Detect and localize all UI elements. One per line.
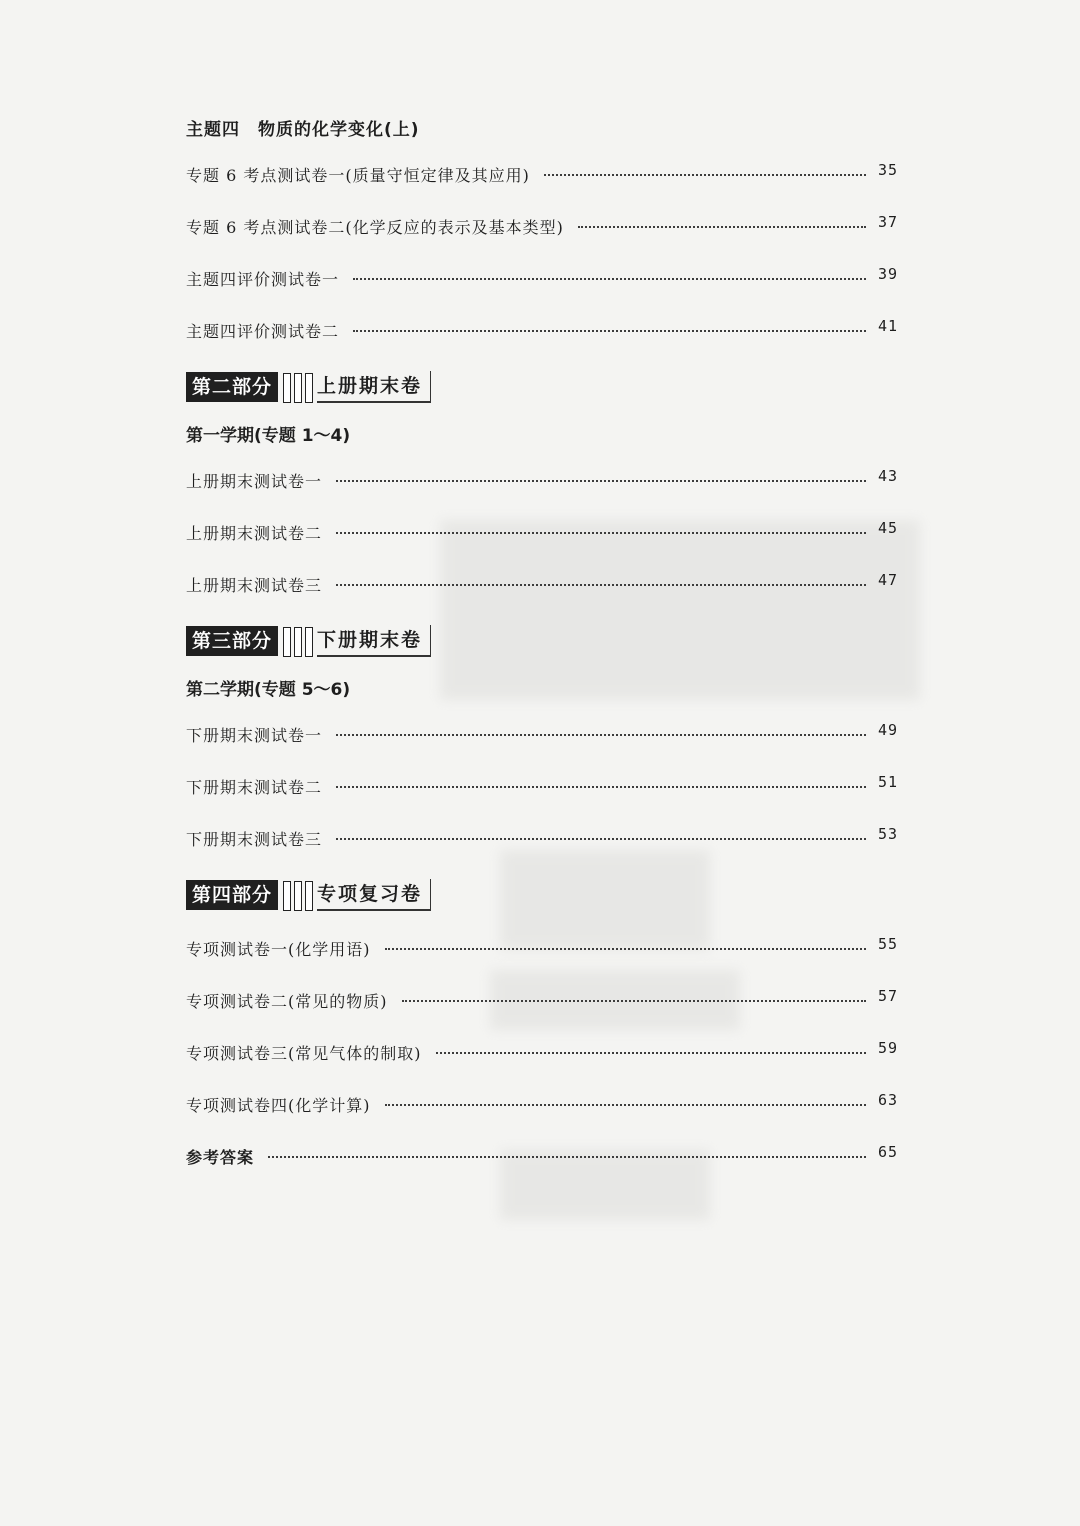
dot-leader — [436, 1052, 867, 1054]
dot-leader — [385, 1104, 867, 1106]
toc-entry[interactable] — [186, 814, 898, 866]
dot-leader — [544, 174, 866, 176]
dot-leader — [578, 226, 866, 228]
toc-entry[interactable] — [186, 924, 898, 976]
toc-entry-page: 47 — [877, 571, 898, 589]
toc-entry-page: 53 — [877, 825, 898, 843]
dot-leader — [336, 480, 866, 482]
toc-entry[interactable] — [186, 202, 898, 254]
part-banner — [186, 878, 898, 912]
dot-leader — [336, 786, 866, 788]
toc-entry[interactable] — [186, 710, 898, 762]
dot-leader — [336, 734, 866, 736]
toc-entry-title: 专题 6 考点测试卷一(质量守恒定律及其应用) — [186, 166, 530, 185]
toc-entry-page: 49 — [877, 721, 898, 739]
toc-entry[interactable] — [186, 508, 898, 560]
toc-entry[interactable] — [186, 560, 898, 612]
toc-entry-title: 参考答案 — [186, 1148, 255, 1167]
toc-entry-title: 下册期末测试卷二 — [186, 778, 323, 797]
term-heading: 第二学期(专题 5～6) — [186, 680, 351, 700]
banner-bars-decoration — [283, 881, 313, 909]
dot-leader — [336, 532, 866, 534]
part-label: 第三部分 — [186, 626, 278, 656]
banner-bars-decoration — [283, 627, 313, 655]
toc-entry-title: 专项测试卷三(常见气体的制取) — [186, 1044, 422, 1063]
toc-entry[interactable] — [186, 1080, 898, 1132]
toc-entry-page: 45 — [877, 519, 898, 537]
dot-leader — [385, 948, 867, 950]
toc-entry-page: 65 — [877, 1143, 898, 1161]
dot-leader — [353, 330, 866, 332]
toc-entry-answers[interactable] — [186, 1132, 898, 1184]
toc-entry-title: 上册期末测试卷三 — [186, 576, 323, 595]
toc-entry[interactable] — [186, 456, 898, 508]
toc-entry[interactable] — [186, 306, 898, 358]
toc-entry-title: 主题四评价测试卷二 — [186, 322, 340, 341]
toc-entry-page: 37 — [877, 213, 898, 231]
part-subtitle: 专项复习卷 — [317, 879, 431, 911]
banner-bars-decoration — [283, 373, 313, 401]
part-subtitle: 上册期末卷 — [317, 371, 431, 403]
toc-entry-page: 55 — [877, 935, 898, 953]
toc-entry-title: 专题 6 考点测试卷二(化学反应的表示及基本类型) — [186, 218, 564, 237]
part-banner — [186, 370, 898, 404]
toc-entry-title: 专项测试卷四(化学计算) — [186, 1096, 371, 1115]
toc-entry-title: 下册期末测试卷三 — [186, 830, 323, 849]
toc-entry-title: 下册期末测试卷一 — [186, 726, 323, 745]
part-label: 第四部分 — [186, 880, 278, 910]
toc-entry-page: 41 — [877, 317, 898, 335]
part-banner — [186, 624, 898, 658]
toc-entry[interactable] — [186, 150, 898, 202]
part-subtitle: 下册期末卷 — [317, 625, 431, 657]
toc-entry-page: 57 — [877, 987, 898, 1005]
toc-entry[interactable] — [186, 762, 898, 814]
dot-leader — [268, 1156, 866, 1158]
toc-entry-title: 专项测试卷一(化学用语) — [186, 940, 371, 959]
part-label: 第二部分 — [186, 372, 278, 402]
toc-entry[interactable] — [186, 1028, 898, 1080]
dot-leader — [336, 584, 866, 586]
toc-entry[interactable] — [186, 254, 898, 306]
toc-entry-page: 35 — [877, 161, 898, 179]
term-heading: 第一学期(专题 1～4) — [186, 426, 351, 446]
section-heading: 主题四 物质的化学变化(上) — [186, 120, 420, 140]
toc-entry-title: 上册期末测试卷一 — [186, 472, 323, 491]
toc-entry[interactable] — [186, 976, 898, 1028]
dot-leader — [353, 278, 866, 280]
table-of-contents — [186, 110, 898, 1184]
toc-entry-page: 59 — [877, 1039, 898, 1057]
dot-leader — [336, 838, 866, 840]
toc-entry-title: 主题四评价测试卷一 — [186, 270, 340, 289]
toc-entry-page: 39 — [877, 265, 898, 283]
toc-entry-title: 专项测试卷二(常见的物质) — [186, 992, 388, 1011]
toc-entry-title: 上册期末测试卷二 — [186, 524, 323, 543]
toc-entry-page: 63 — [877, 1091, 898, 1109]
toc-entry-page: 43 — [877, 467, 898, 485]
toc-entry-page: 51 — [877, 773, 898, 791]
dot-leader — [402, 1000, 867, 1002]
